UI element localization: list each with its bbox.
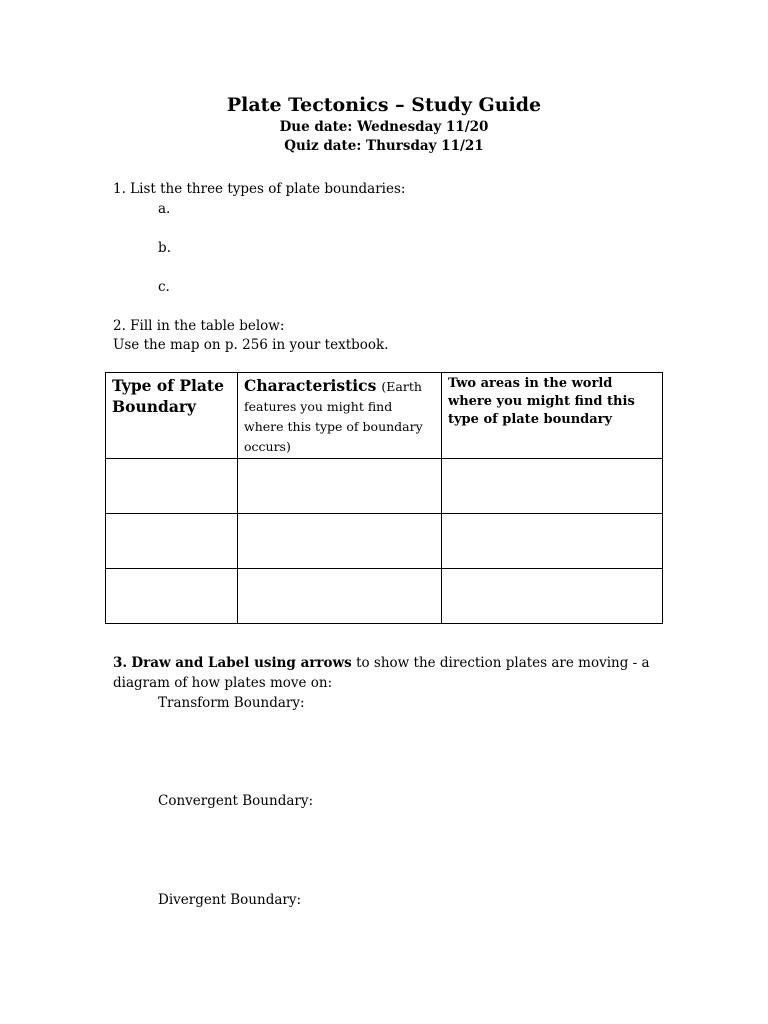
header-type-label: Type of Plate Boundary [112, 376, 224, 416]
question-3-number: 3. [113, 655, 128, 671]
boundary-table [105, 372, 663, 624]
question-3-line2: diagram of how plates move on: [113, 675, 333, 691]
answer-label-b: b. [158, 240, 171, 256]
question-2-instruction: Use the map on p. 256 in your textbook. [113, 337, 389, 353]
transform-boundary-label: Transform Boundary: [158, 695, 305, 711]
table-cell[interactable] [238, 459, 442, 514]
page-title: Plate Tectonics – Study Guide [226, 94, 542, 116]
header-cell-areas [442, 373, 663, 459]
question-3-prompt [113, 655, 650, 671]
header-characteristics-label: Characteristics [244, 376, 377, 395]
table-cell[interactable] [442, 459, 663, 514]
table-cell[interactable] [238, 514, 442, 569]
table-cell[interactable] [442, 569, 663, 624]
question-1-prompt: 1. List the three types of plate boundaries: [113, 181, 406, 197]
question-2-prompt: 2. Fill in the table below: [113, 318, 285, 334]
answer-label-c: c. [158, 279, 170, 295]
header-cell-characteristics [238, 373, 442, 459]
due-date: Due date: Wednesday 11/20 [279, 119, 489, 135]
header-characteristics-note: (Earth features you might find where this type of boundary occurs) [244, 379, 423, 454]
table-cell[interactable] [106, 514, 238, 569]
question-3-bold-instruction: Draw and Label using arrows [131, 655, 352, 671]
table-row [106, 459, 663, 514]
table-cell[interactable] [106, 569, 238, 624]
table-cell[interactable] [106, 459, 238, 514]
table-cell[interactable] [442, 514, 663, 569]
table-cell[interactable] [238, 569, 442, 624]
quiz-date: Quiz date: Thursday 11/21 [284, 138, 484, 154]
table-header-row [106, 373, 663, 459]
table-row [106, 569, 663, 624]
divergent-boundary-label: Divergent Boundary: [158, 892, 302, 908]
header-areas-label: Two areas in the world where you might find this type of plate boundary [448, 376, 635, 427]
question-3-instruction-rest: to show the direction plates are moving - a [351, 655, 650, 671]
convergent-boundary-label: Convergent Boundary: [158, 793, 314, 809]
header-cell-type [106, 373, 238, 459]
answer-label-a: a. [158, 201, 171, 217]
table-row [106, 514, 663, 569]
